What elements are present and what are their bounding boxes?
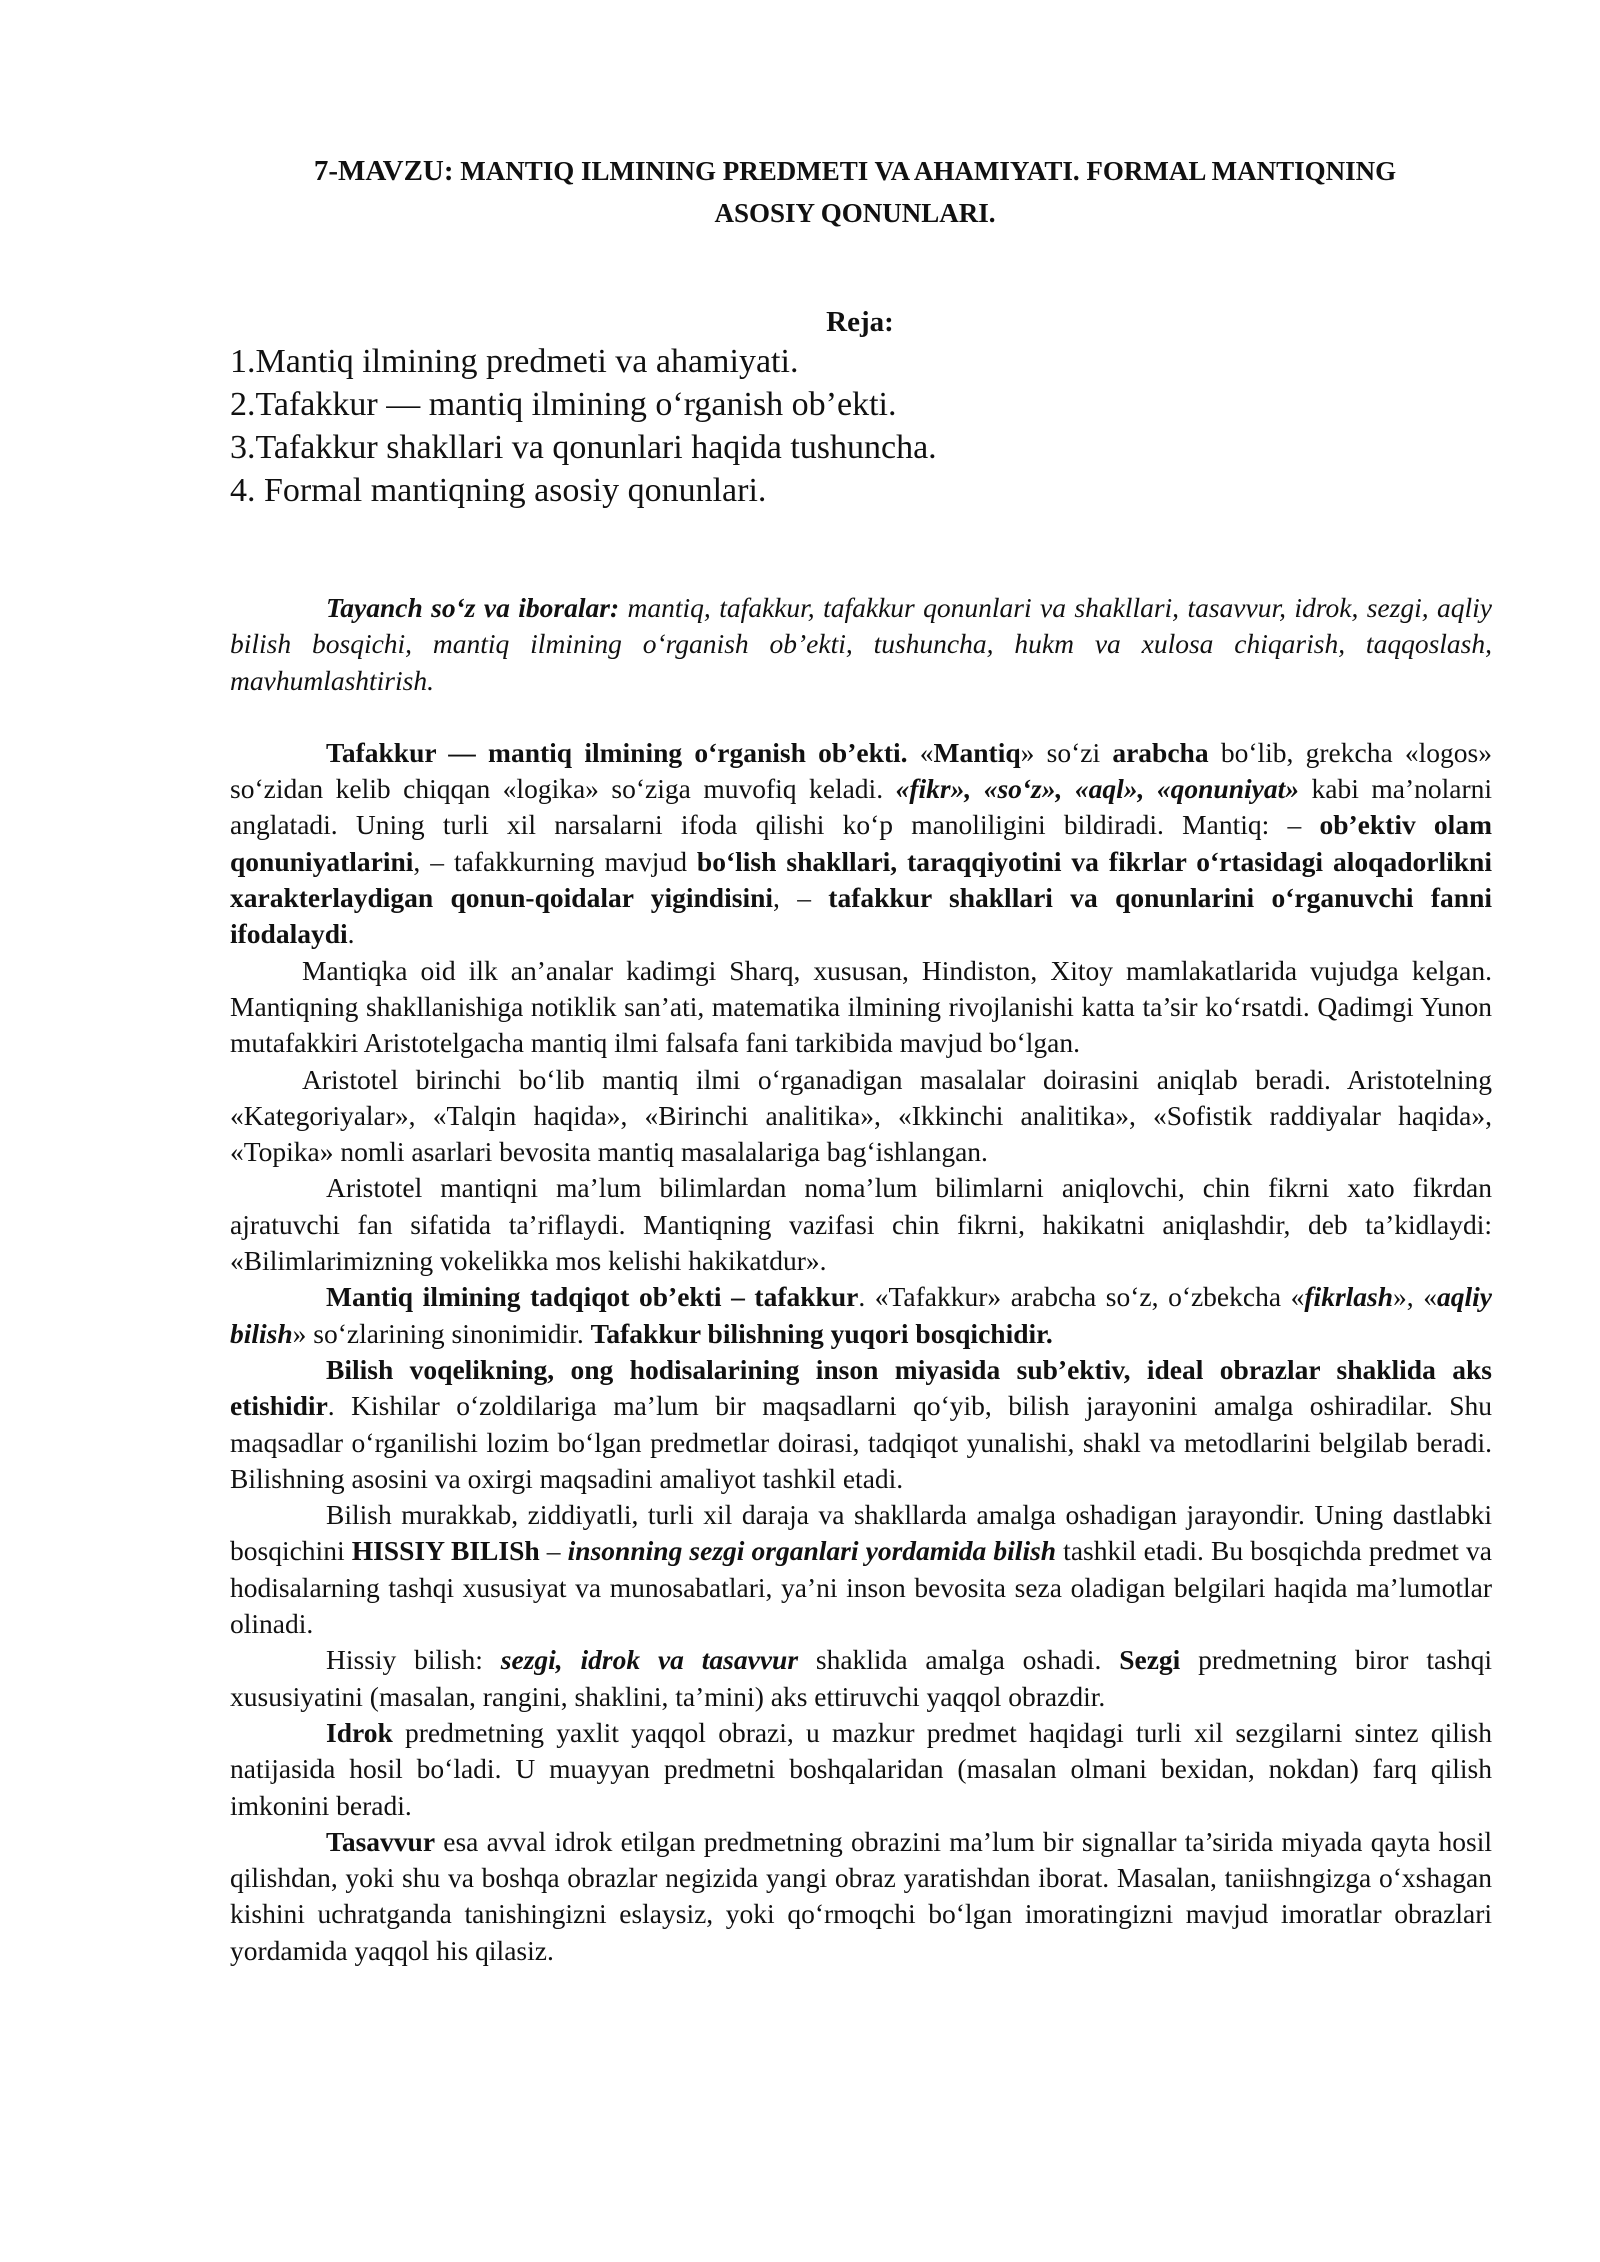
page-title [230,150,1480,234]
bold-italic-term: aqliy bilish [230,1281,1492,1349]
plan-item: 2.Tafakkur — mantiq ilmining o‘rganish ob’ekti. [230,386,897,423]
text-run: , – tafakkurning mavjud [413,845,697,877]
keywords-text: mantiq, tafakkur, tafakkur qonunlari va shakllari, tasavvur, idrok, sezgi, aqliy bilish bosqichi, mantiq ilmining o‘rganish ob’ekti, tushuncha, hukm va xulosa chiqarish, taqqoslash, mavhumlashtirish. [230,592,1492,696]
paragraph-cognition [230,1352,1492,1497]
text-run: – [539,1535,568,1567]
paragraph-heading: Tafakkur — mantiq ilmining o‘rganish ob’ekti. [326,736,908,768]
bold-term: Idrok [326,1716,393,1748]
text-run: , – [773,882,829,914]
paragraph-mantiq-definition [230,735,1492,953]
title-number: 7-MAVZU: [313,155,454,187]
bold-italic-term: fikrlash [1304,1281,1394,1313]
text-run: », « [1393,1281,1437,1313]
paragraph-aristotle: Aristotel birinchi bo‘lib mantiq ilmi o‘rganadigan masalalar doirasini aniqlab beradi. Aristotelning «Kategoriyalar», «Talqin haqida», «Birinchi analitika», «Ikkinchi analitika», «Sofistik raddiyalar haqida», «Topika» nomli asarlari bevosita mantiq masalalariga bag‘ishlangan. [230,1063,1492,1168]
bold-term: Tasavvur [326,1825,436,1857]
title-line-1: MANTIQ ILMINING PREDMETI VA AHAMIYATI. FORMAL MANTIQNING [453,156,1397,186]
bold-italic-term: sezgi, idrok va tasavvur [500,1644,799,1676]
paragraph-sensory-cognition [230,1497,1492,1642]
plan-list [230,340,1490,512]
text-run: « [907,736,934,768]
bold-italic-term: «fikr», «so‘z», «aql», «qonuniyat» [895,773,1300,805]
bold-term: bo‘lish shakllari, taraqqiyotini va fikrlar o‘rtasidagi aloqadorlikni xarakterlaydigan qonun-qoidalar yigindisini [230,845,1492,914]
text-run: predmetning biror tashqi xususiyatini (masalan, rangini, shaklini, ta’mini) aks ettiruvchi yaqqol obrazdir. [230,1644,1493,1712]
text-run: esa avval idrok etilgan predmetning obrazini ma’lum bir signallar ta’sirida miyada qayta hosil qilishdan, yoki shu va boshqa obrazlar negizida yangi obraz yaratishdan iborat. Masalan, taniishngizga o‘xshagan kishini uchratganda tanishingizni eslaysiz, yoki qo‘rmoqchi bo‘lgan imoratingizni mavjud imoratlar obrazlari yordamida yaqqol his qilasiz. [230,1825,1492,1966]
title-line-2: ASOSIY QONUNLARI. [714,198,996,228]
text-run: . «Tafakkur» arabcha so‘z, o‘zbekcha « [858,1281,1305,1313]
text-run: shaklida amalga oshadi. [798,1644,1120,1676]
paragraph-history: Mantiqka oid ilk an’analar kadimgi Sharq, xususan, Hindiston, Xitoy mamlakatlarida vujudga kelgan. Mantiqning shakllanishiga notiklik san’ati, matematika ilmining rivojlanishi katta ta’sir ko‘rsatdi. Qadimgi Yunon mutafakkiri Aristotelgacha mantiq ilmi falsafa fani tarkibida mavjud bo‘lgan. [230,954,1492,1059]
bold-italic-term: insonning sezgi organlari yordamida bilish [567,1535,1057,1567]
paragraph-research-object [230,1279,1492,1352]
keywords-paragraph [230,590,1492,699]
text-run: . [347,918,355,950]
paragraph-aristotle-definition: Aristotel mantiqni ma’lum bilimlardan noma’lum bilimlarni aniqlovchi, chin fikrni xato fikrdan ajratuvchi fan sifatida ta’riflaydi. Mantiqning vazifasi chin fikrni, hakikatni aniqlashdir, deb ta’kidlaydi: «Bilimlarimizning vokelikka mos kelishi hakikatdur». [230,1172,1492,1277]
bold-term: HISSIY BILISh [351,1535,540,1567]
keywords-label: Tayanch so‘z va iboralar: [326,592,620,623]
text-run: » so‘zi [1020,736,1113,768]
plan-item: 4. Formal mantiqning asosiy qonunlari. [230,472,767,509]
text-run: predmetning yaxlit yaqqol obrazi, u mazkur predmet haqidagi turli xil sezgilarni sintez qilish natijasida hosil bo‘ladi. U muayyan predmetni boshqalaridan (masalan olmani bexidan, nokdan) farq qilish imkonini beradi. [230,1716,1492,1821]
bold-term: Mantiq ilmining tadqiqot ob’ekti – tafakkur [326,1281,859,1313]
plan-item: 1.Mantiq ilmining predmeti va ahamiyati. [230,343,799,380]
bold-term: ob’ektiv olam qonuniyatlarini [230,809,1492,877]
plan-heading: Reja: [826,306,894,338]
plan-item: 3.Tafakkur shakllari va qonunlari haqida tushuncha. [230,429,937,466]
bold-term: Bilish voqelikning, ong hodisalarining inson miyasida sub’ektiv, ideal obrazlar shaklida aks etishidir [230,1353,1492,1422]
paragraph-imagination [230,1824,1492,1969]
bold-term: tafakkur shakllari va qonunlarini o‘rganuvchi fanni ifodalaydi [230,882,1493,950]
text-run: Bilish murakkab, ziddiyatli, turli xil daraja va shakllarda amalga oshadigan jarayondir. Uning dastlabki bosqichini [230,1499,1492,1567]
paragraph-sensation [230,1642,1492,1715]
text-run: Hissiy bilish: [326,1644,501,1676]
bold-term: Sezgi [1119,1644,1181,1676]
text-run: » so‘zlarining sinonimidir. [292,1317,591,1349]
text-run: kabi ma’nolarni anglatadi. Uning turli xil narsalarni ifoda qilishi ko‘p manoliligini bildiradi. Mantiq: – [230,773,1492,841]
bold-term: Tafakkur bilishning yuqori bosqichidir. [590,1317,1053,1349]
paragraph-perception [230,1715,1492,1824]
bold-term: Mantiq [933,736,1021,768]
text-run: tashkil etadi. Bu bosqichda predmet va hodisalarning tashqi xususiyat va munosabatlari, ya’ni inson bevosita seza oladigan belgilari haqida ma’lumotlar olinadi. [230,1535,1492,1640]
text-run: bo‘lib, grekcha «logos» so‘zidan kelib chiqqan «logika» so‘ziga muvofiq keladi. [230,736,1492,805]
bold-term: arabcha [1112,736,1209,768]
text-run: . Kishilar o‘zoldilariga ma’lum bir maqsadlarni qo‘yib, bilish jarayonini amalga oshiradilar. Shu maqsadlar o‘rganilishi lozim bo‘lgan predmetlar doirasi, tadqiqot yunalishi, shakl va metodlarini belgilab beradi. Bilishning asosini va oxirgi maqsadini amaliyot tashkil etadi. [230,1390,1492,1494]
document-body [230,590,1492,1969]
